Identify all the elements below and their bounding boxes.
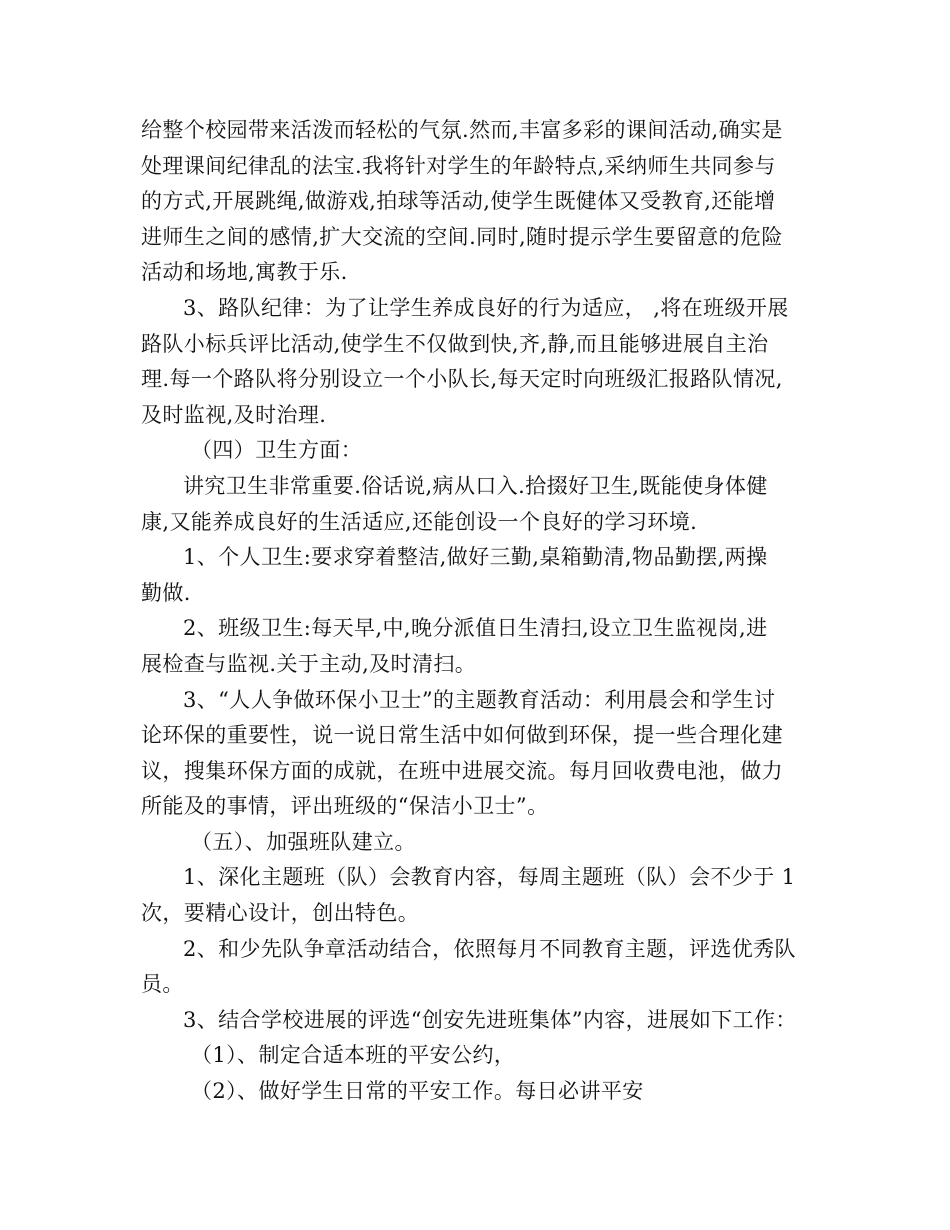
text-line: 展检查与监视.关于主动,及时清扫。 (141, 651, 477, 676)
text-line: 3、路队纪律：为了让学生养成良好的行为适应， ,将在班级开展 (183, 295, 789, 320)
paragraph-eco-activity (141, 683, 813, 825)
section-heading-class-team (141, 825, 813, 861)
text-line: 所能及的事情，评出班级的“保洁小卫士”。 (141, 794, 549, 819)
text-line: 理.每一个路队将分别设立一个小队长,每天定时向班级汇报路队情况, (141, 367, 783, 392)
text-line: 及时监视,及时治理. (141, 402, 327, 427)
text-line: 康,又能养成良好的生活适应,还能创设一个良好的学习环境. (141, 509, 698, 534)
section-heading-hygiene (141, 433, 813, 469)
document-body (141, 113, 813, 1110)
text-line: 2、班级卫生:每天早,中,晚分派值日生清扫,设立卫生监视岗,进 (183, 616, 768, 641)
text-line: 3、结合学校进展的评选“创安先进班集体”内容，进展如下工作： (183, 1007, 797, 1032)
text-line: 的方式,开展跳绳,做游戏,拍球等活动,使学生既健体又受教育,还能增 (141, 189, 776, 214)
text-line: 处理课间纪律乱的法宝.我将针对学生的年龄特点,采纳师生共同参与 (141, 153, 776, 178)
text-line: 1、个人卫生:要求穿着整洁,做好三勤,桌箱勤清,物品勤摆,两操 (183, 545, 768, 570)
text-line: 次，要精心设计，创出特色。 (141, 901, 420, 926)
text-line: 活动和场地,寓教于乐. (141, 260, 348, 285)
section-heading: （五）、加强班队建立。 (191, 829, 416, 854)
paragraph-theme-meeting (141, 860, 813, 931)
paragraph-queue-discipline (141, 291, 813, 433)
text-line: 2、和少先队争章活动结合，依照每月不同教育主题，评选优秀队 (183, 936, 796, 961)
text-line: 议，搜集环保方面的成就，在班中进展交流。每月回收费电池，做力 (141, 758, 783, 783)
section-heading: （四）卫生方面： (191, 438, 363, 463)
text-line: （2）、做好学生日常的平安工作。每日必讲平安 (191, 1079, 644, 1104)
paragraph-personal-hygiene (141, 540, 813, 611)
paragraph-pioneer-badges (141, 932, 813, 1003)
text-line: 讲究卫生非常重要.俗话说,病从口入.拾掇好卫生,既能使身体健 (183, 473, 768, 498)
list-item-daily-safety (141, 1074, 813, 1110)
list-item-safety-pact (141, 1038, 813, 1074)
paragraph-hygiene-intro (141, 469, 813, 540)
paragraph-class-hygiene (141, 611, 813, 682)
text-line: 3、“人人争做环保小卫士”的主题教育活动：利用晨会和学生讨 (183, 687, 776, 712)
text-line: 勤做. (141, 580, 191, 605)
text-line: 进师生之间的感情,扩大交流的空间.同时,随时提示学生要留意的危险 (141, 224, 783, 249)
paragraph-activities-cont (141, 113, 813, 291)
text-line: 路队小标兵评比活动,使学生不仅做到快,齐,静,而且能够进展自主治 (141, 331, 769, 356)
text-line: 给整个校园带来活泼而轻松的气氛.然而,丰富多彩的课间活动,确实是 (141, 118, 783, 142)
text-line: 员。 (141, 972, 184, 997)
text-line: 论环保的重要性，说一说日常生活中如何做到环保，提一些合理化建 (141, 723, 783, 748)
text-line: （1）、制定合适本班的平安公约， (191, 1043, 516, 1068)
text-line: 1、深化主题班（队）会教育内容，每周主题班（队）会不少于 1 (183, 865, 796, 890)
paragraph-safety-selection (141, 1003, 813, 1039)
